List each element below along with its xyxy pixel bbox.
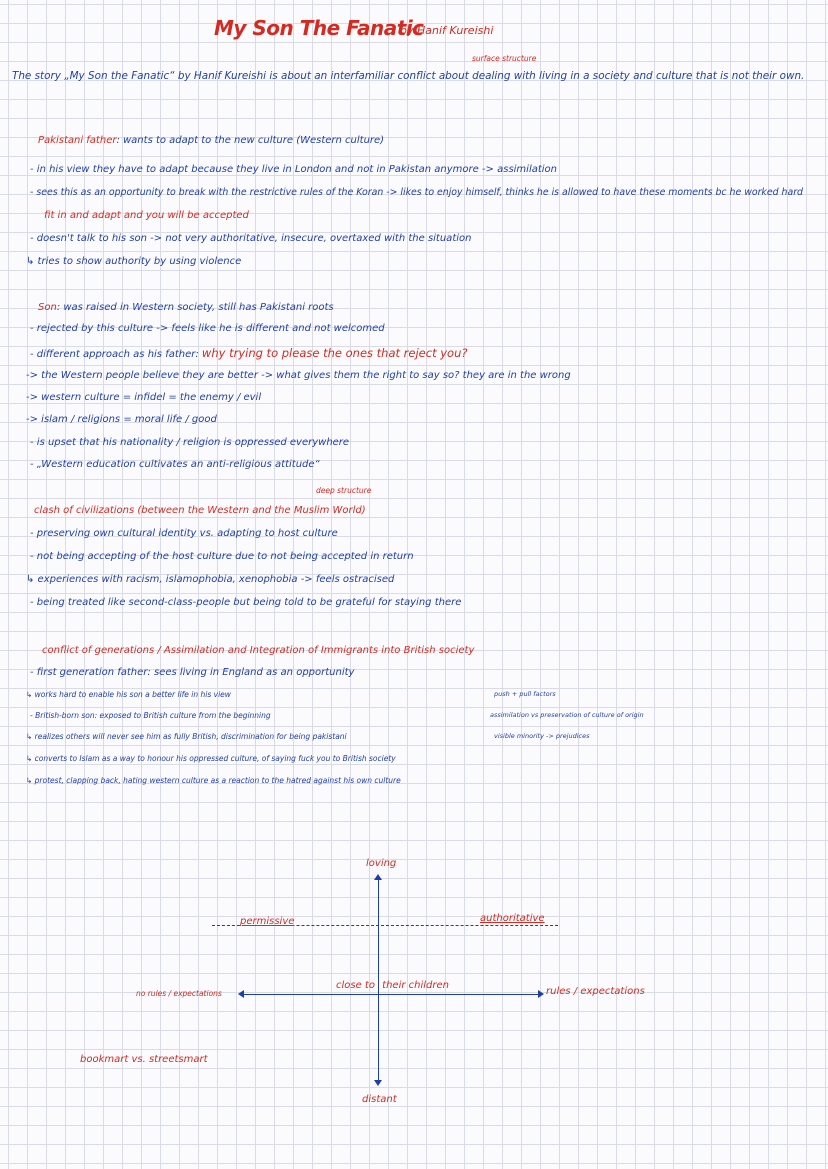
axis-label-distant: distant bbox=[362, 1094, 397, 1105]
byline: by Hanif Kureishi bbox=[400, 24, 494, 37]
side-note: push + pull factors bbox=[494, 690, 556, 698]
son-line: - „Western education cultivates an anti-religious attitude“ bbox=[30, 459, 320, 470]
arrow-left-icon bbox=[238, 990, 244, 998]
bookmart-note: bookmart vs. streetsmart bbox=[80, 1054, 208, 1065]
father-line: - in his view they have to adapt because they live in London and not in Pakistan anymore -> assimilation bbox=[30, 164, 558, 175]
deep-structure-label: deep structure bbox=[316, 486, 372, 495]
horizontal-axis bbox=[244, 994, 538, 995]
son-heading bbox=[38, 302, 334, 313]
axis-label-no-rules: no rules / expectations bbox=[136, 989, 222, 998]
father-line-highlight: fit in and adapt and you will be accepted bbox=[44, 210, 249, 221]
son-line: -> western culture = infidel = the enemy / evil bbox=[26, 392, 262, 403]
conflict-line: ↳ realizes others will never see him as fully British, discrimination for being pakistani bbox=[26, 732, 347, 741]
center-label-close bbox=[336, 980, 449, 991]
conflict-line: ↳ protest, clapping back, hating western culture as a reaction to the hatred against his own culture bbox=[26, 776, 401, 785]
surface-structure-label: surface structure bbox=[472, 54, 537, 63]
center-label-part2: their children bbox=[382, 980, 449, 991]
arrow-down-icon bbox=[374, 1080, 382, 1086]
father-label: Pakistani father bbox=[38, 135, 117, 146]
father-heading bbox=[38, 135, 384, 146]
side-note: assimilation vs preservation of culture of origin bbox=[490, 711, 644, 719]
conflict-heading: conflict of generations / Assimilation and Integration of Immigrants into British society bbox=[42, 645, 475, 656]
quadrant-label-authoritative: authoritative bbox=[480, 913, 545, 924]
conflict-line: ↳ works hard to enable his son a better life in his view bbox=[26, 690, 231, 699]
conflict-line: - British-born son: exposed to British culture from the beginning bbox=[30, 711, 271, 720]
father-line: ↳ tries to show authority by using violence bbox=[26, 256, 242, 267]
side-note: visible minority -> prejudices bbox=[494, 732, 590, 740]
son-line: -> the Western people believe they are better -> what gives them the right to say so? they are in the wrong bbox=[26, 370, 571, 381]
son-line: - is upset that his nationality / religion is oppressed everywhere bbox=[30, 437, 350, 448]
clash-line: ↳ experiences with racism, islamophobia, xenophobia -> feels ostracised bbox=[26, 574, 395, 585]
clash-heading: clash of civilizations (between the Western and the Muslim World) bbox=[34, 505, 366, 516]
son-line-question bbox=[30, 346, 467, 360]
conflict-line: - first generation father: sees living in England as an opportunity bbox=[30, 667, 355, 678]
son-question: why trying to please the ones that reject you? bbox=[201, 346, 468, 360]
father-line: - doesn't talk to his son -> not very authoritative, insecure, overtaxed with the situation bbox=[30, 233, 472, 244]
center-label-part1: close to bbox=[336, 980, 375, 991]
son-label: Son bbox=[38, 302, 57, 313]
quadrant-label-permissive: permissive bbox=[240, 916, 295, 927]
arrow-right-icon bbox=[538, 990, 544, 998]
father-summary: : wants to adapt to the new culture (Western culture) bbox=[116, 135, 385, 146]
son-summary: : was raised in Western society, still has Pakistani roots bbox=[56, 302, 334, 313]
son-approach: - different approach as his father: bbox=[30, 349, 202, 360]
intro-text: The story „My Son the Fanatic“ by Hanif Kureishi is about an interfamiliar conflict about dealing with living in a society and culture that is not their own. bbox=[12, 70, 805, 82]
arrow-up-icon bbox=[374, 874, 382, 880]
clash-line: - being treated like second-class-people but being told to be grateful for staying there bbox=[30, 597, 462, 608]
axis-label-loving: loving bbox=[366, 858, 397, 869]
clash-line: - not being accepting of the host culture due to not being accepted in return bbox=[30, 551, 414, 562]
conflict-line: ↳ converts to Islam as a way to honour his oppressed culture, of saying fuck you to British society bbox=[26, 754, 396, 763]
son-line: - rejected by this culture -> feels like he is different and not welcomed bbox=[30, 323, 385, 334]
father-line: - sees this as an opportunity to break with the restrictive rules of the Koran -> likes to enjoy himself, thinks he is allowed to have these moments bc he worked hard bbox=[30, 187, 803, 198]
clash-line: - preserving own cultural identity vs. adapting to host culture bbox=[30, 528, 338, 539]
axis-label-rules: rules / expectations bbox=[546, 986, 645, 997]
page-title: My Son The Fanatic bbox=[214, 16, 424, 40]
son-line: -> islam / religions = moral life / good bbox=[26, 414, 217, 425]
